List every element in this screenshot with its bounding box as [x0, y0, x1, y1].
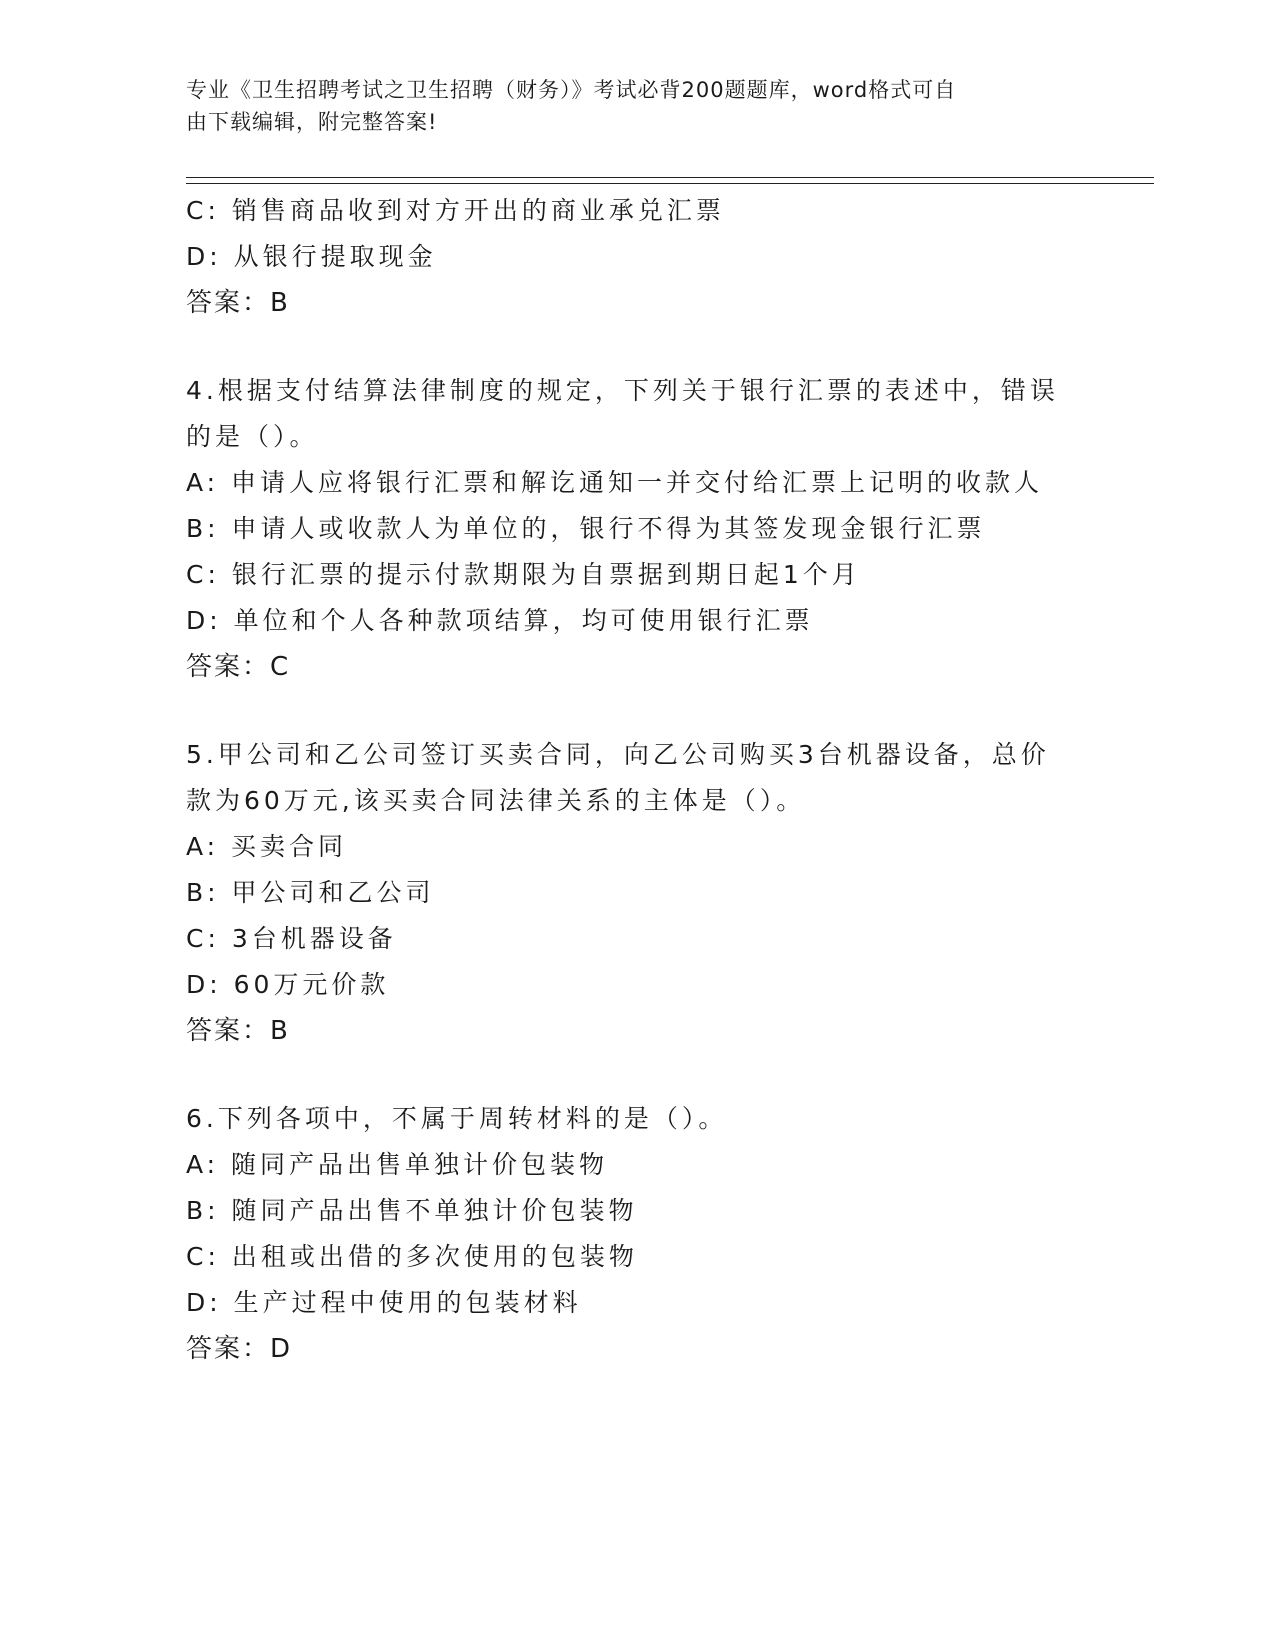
- option-a: A: 申请人应将银行汇票和解讫通知一并交付给汇票上记明的收款人: [186, 468, 1044, 497]
- spacer: [186, 690, 1066, 732]
- answer-label: 答案：B: [186, 1016, 290, 1046]
- question-text-line: 6.下列各项中，不属于周转材料的是（）。: [186, 1104, 728, 1133]
- question-item-4: [186, 368, 1066, 690]
- option-d: D: 生产过程中使用的包装材料: [186, 1288, 582, 1317]
- spacer: [186, 1054, 1066, 1096]
- document-header: [186, 74, 1066, 138]
- answer-label: 答案：C: [186, 652, 291, 682]
- option-d: D: 从银行提取现金: [186, 242, 437, 271]
- answer-label: 答案：B: [186, 288, 290, 318]
- question-text-line: 4.根据支付结算法律制度的规定，下列关于银行汇票的表述中，错误: [186, 376, 1059, 405]
- question-text-line: 的是（）。: [186, 422, 319, 451]
- question-text-line: 5.甲公司和乙公司签订买卖合同，向乙公司购买3台机器设备，总价: [186, 740, 1050, 769]
- header-line-1: 专业《卫生招聘考试之卫生招聘（财务）》考试必背200题题库，word格式可自: [186, 78, 957, 102]
- option-d: D: 单位和个人各种款项结算，均可使用银行汇票: [186, 606, 814, 635]
- option-d: D: 60万元价款: [186, 970, 390, 999]
- header-divider-bottom: [186, 183, 1154, 184]
- answer-label: 答案：D: [186, 1334, 293, 1364]
- option-c: C: 出租或出借的多次使用的包装物: [186, 1242, 638, 1271]
- option-c: C: 销售商品收到对方开出的商业承兑汇票: [186, 196, 725, 225]
- question-item-5: [186, 732, 1066, 1054]
- question-item-3: [186, 188, 1066, 326]
- option-a: A: 随同产品出售单独计价包装物: [186, 1150, 609, 1179]
- question-list: [186, 188, 1066, 1372]
- header-line-2: 由下载编辑，附完整答案!: [186, 110, 438, 134]
- question-text-line: 款为60万元,该买卖合同法律关系的主体是（）。: [186, 786, 806, 815]
- option-c: C: 银行汇票的提示付款期限为自票据到期日起1个月: [186, 560, 861, 589]
- question-item-6: [186, 1096, 1066, 1372]
- header-divider-top: [186, 177, 1154, 178]
- option-b: B: 随同产品出售不单独计价包装物: [186, 1196, 638, 1225]
- option-a: A: 买卖合同: [186, 832, 348, 861]
- spacer: [186, 326, 1066, 368]
- option-b: B: 申请人或收款人为单位的，银行不得为其签发现金银行汇票: [186, 514, 986, 543]
- option-c: C: 3台机器设备: [186, 924, 397, 953]
- option-b: B: 甲公司和乙公司: [186, 878, 435, 907]
